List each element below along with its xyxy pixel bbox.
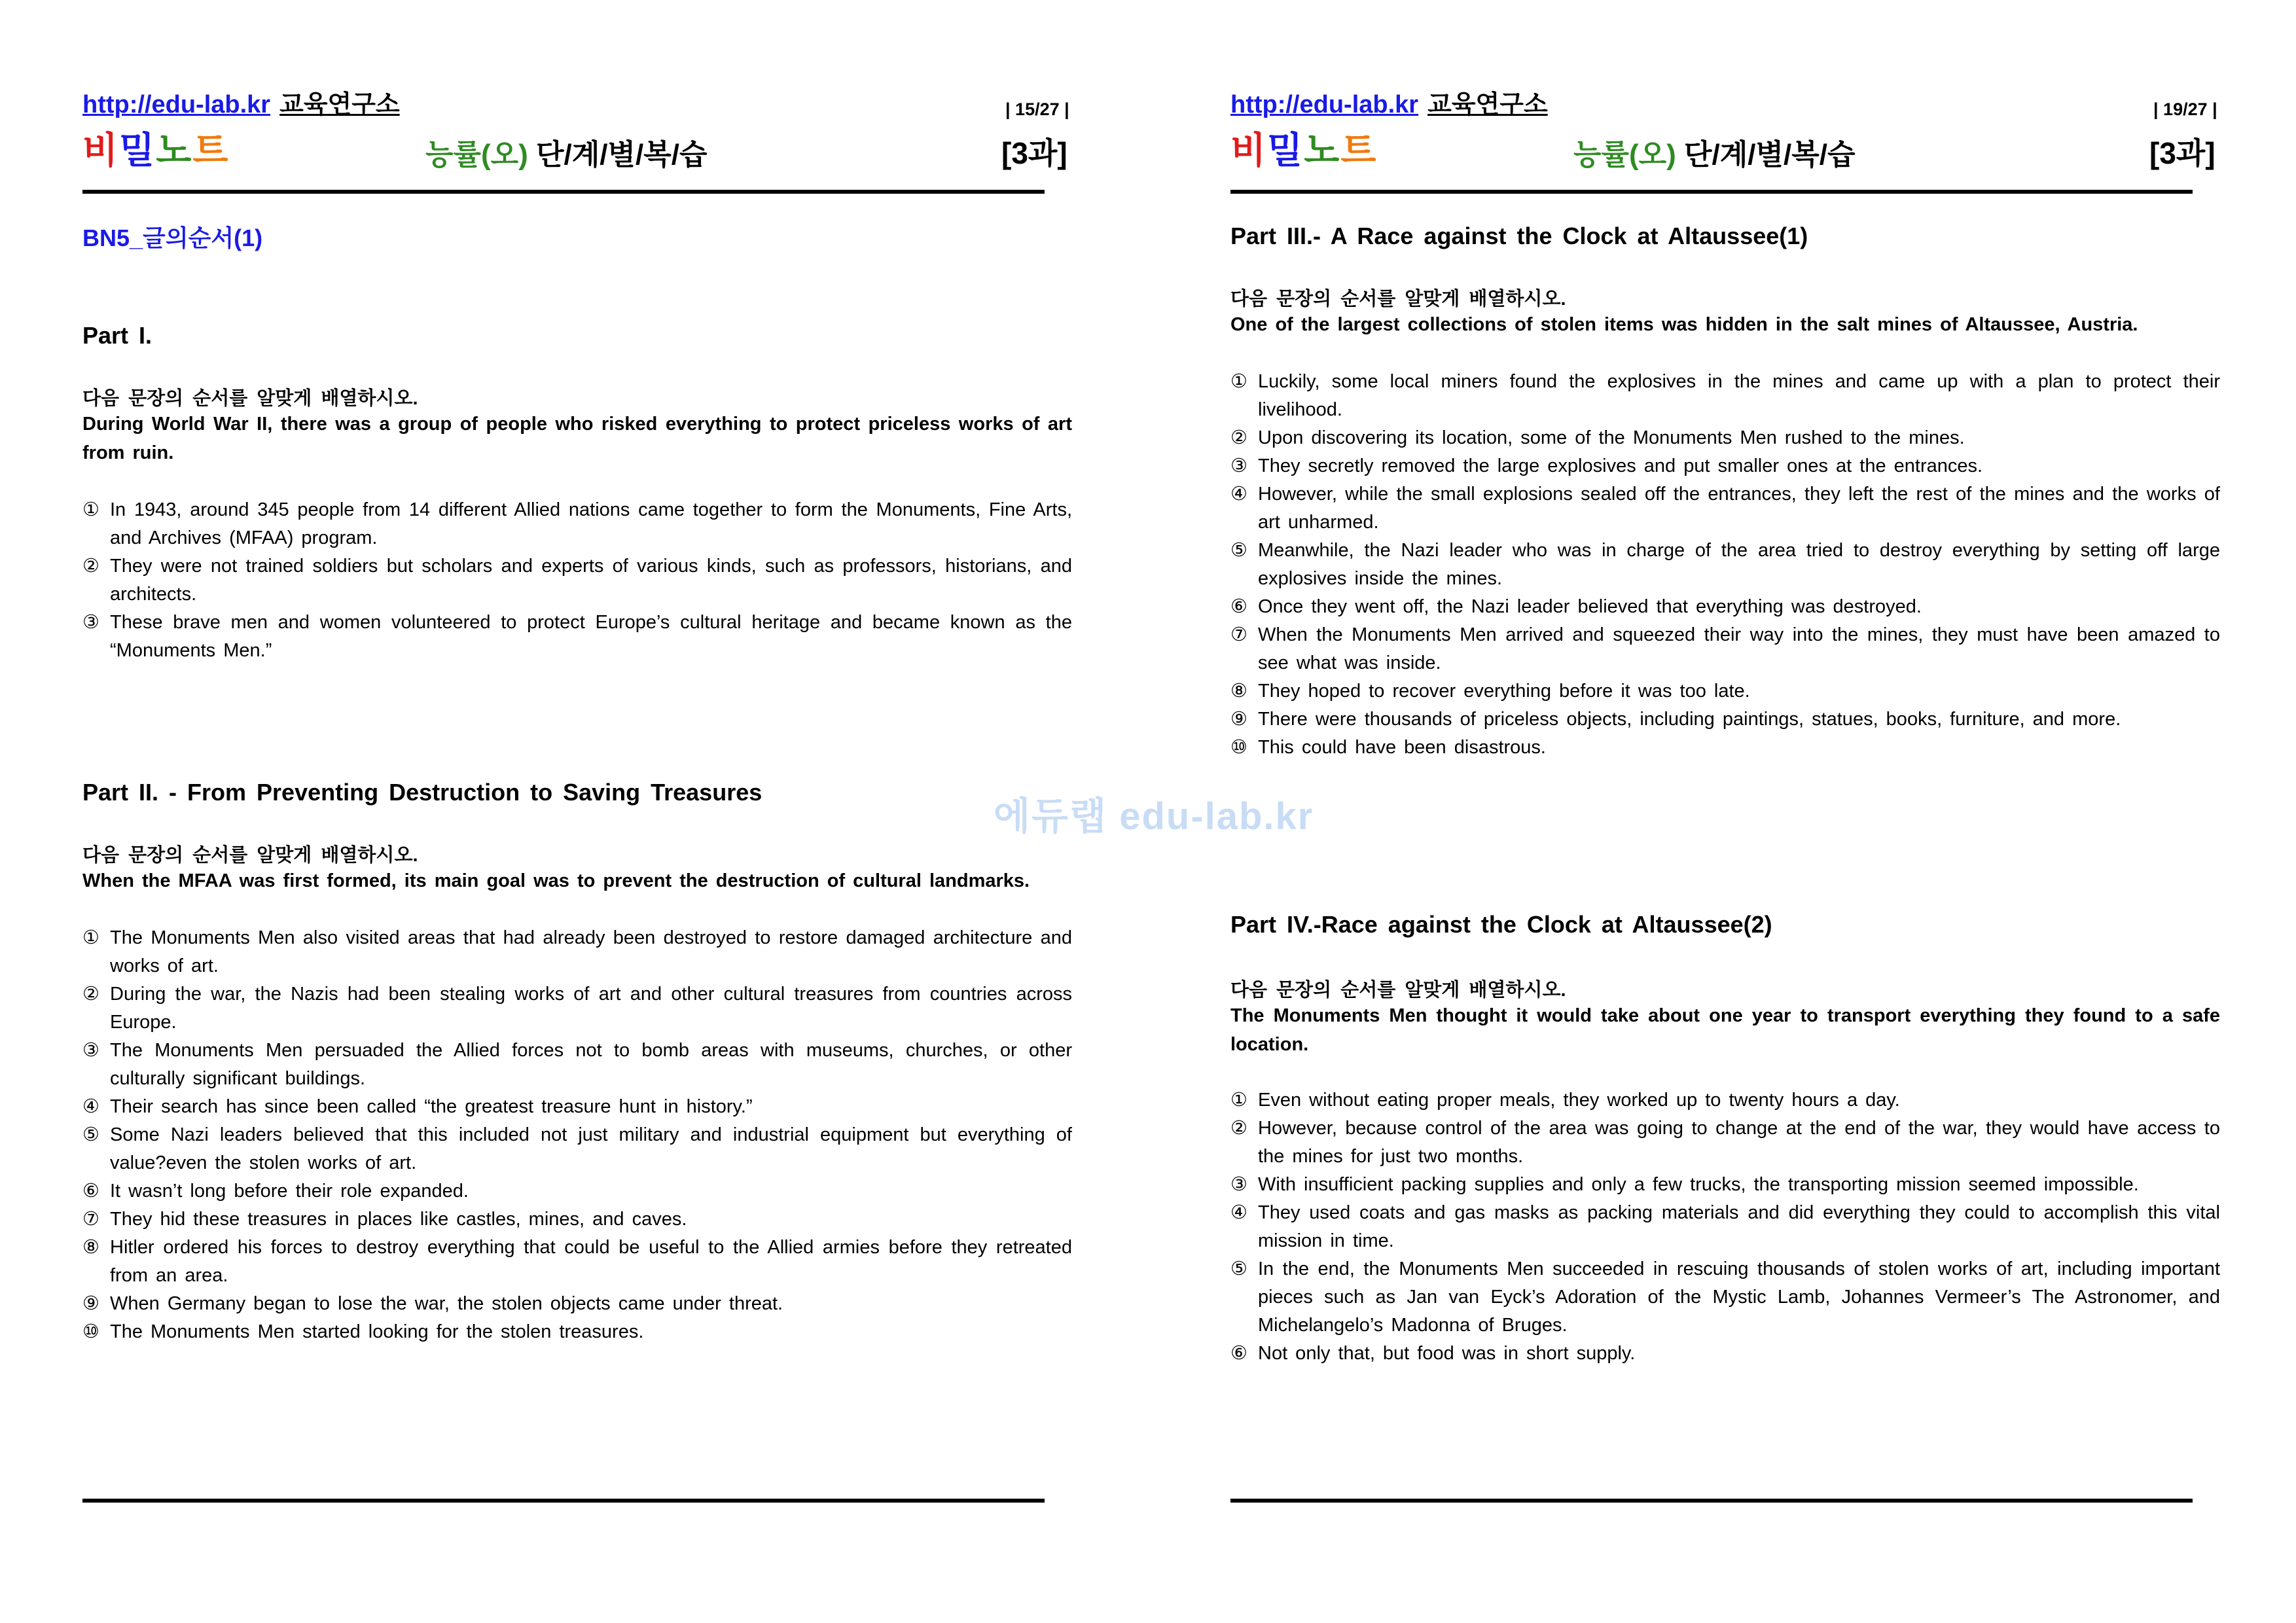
- sentence-text: It wasn’t long before their role expanded.: [110, 1181, 469, 1202]
- sentence-number: ④: [82, 1096, 99, 1117]
- sentence-item: [82, 924, 1072, 980]
- sentence-item: [1230, 1255, 2220, 1340]
- sentence-text: In the end, the Monuments Men succeeded in rescuing thousands of stolen works of art, including important pieces such as Jan van Eyck’s Adoration of the Mystic Lamb, Johannes Vermeer’s The Astronomer, and Michelangelo’s Madonna of Bruges.: [1258, 1258, 2220, 1336]
- sentence-number: ②: [82, 984, 99, 1005]
- sentence-item: [82, 1121, 1072, 1177]
- sentence-item: [1230, 734, 2220, 762]
- sentence-item: [82, 1318, 1072, 1346]
- part2-instruction: 다음 문장의 순서를 알맞게 배열하시오.: [82, 845, 418, 866]
- sentence-number: ⑤: [1230, 540, 1247, 561]
- sentence-text: When Germany began to lose the war, the stolen objects came under threat.: [110, 1293, 783, 1314]
- sentence-text: There were thousands of priceless objects, including paintings, statues, books, furniture, and more.: [1258, 709, 2121, 730]
- sentence-number: ⑥: [1230, 1343, 1247, 1364]
- sentence-item: [1230, 452, 2220, 480]
- sentence-item: [1230, 424, 2220, 452]
- sentence-text: Not only that, but food was in short supply.: [1258, 1343, 1636, 1364]
- sentence-number: ①: [1230, 1090, 1247, 1111]
- right-page: [1230, 0, 2219, 1623]
- sentence-number: ⑨: [82, 1293, 99, 1314]
- sentence-number: ②: [1230, 1118, 1247, 1139]
- page-number: | 15/27 |: [1005, 99, 1069, 119]
- series-steps: 단/계/별/복/습: [1676, 139, 1856, 171]
- sentence-text: Meanwhile, the Nazi leader who was in charge of the area tried to destroy everything by setting off large explosives inside the mines.: [1258, 540, 2220, 589]
- sentence-item: [1230, 368, 2220, 424]
- sentence-text: Upon discovering its location, some of the Monuments Men rushed to the mines.: [1258, 427, 1965, 448]
- part3-lead: One of the largest collections of stolen items was hidden in the salt mines of Altaussee, Austria.: [1230, 314, 2138, 335]
- sentence-item: [1230, 1199, 2220, 1255]
- sentence-number: ④: [1230, 484, 1247, 505]
- sentence-item: [82, 496, 1072, 552]
- sentence-number: ②: [1230, 427, 1247, 448]
- sentence-number: ⑤: [82, 1124, 99, 1145]
- series-title: [1573, 131, 1855, 173]
- sentence-item: [82, 1290, 1072, 1318]
- sentence-item: [1230, 1171, 2220, 1199]
- lesson-label: [3과]: [2149, 136, 2215, 170]
- site-org: 교육연구소: [1427, 91, 1548, 118]
- sentence-item: [1230, 480, 2220, 537]
- brand-char: 밀: [1267, 130, 1304, 171]
- sentence-number: ⑧: [1230, 681, 1247, 702]
- site-url-link[interactable]: http://edu-lab.kr: [82, 91, 271, 118]
- sentence-number: ④: [1230, 1202, 1247, 1223]
- header-divider: [82, 190, 1045, 194]
- part3-heading: Part III.- A Race against the Clock at Altaussee(1): [1230, 223, 1808, 249]
- footer-divider: [1230, 1499, 2193, 1503]
- sentence-item: [82, 1093, 1072, 1121]
- series-title: [425, 131, 707, 173]
- sentence-item: [1230, 1115, 2220, 1171]
- series-publisher: 능률(오): [1573, 139, 1676, 171]
- sentence-item: [82, 1037, 1072, 1093]
- sentence-item: [82, 980, 1072, 1037]
- sentence-text: However, because control of the area was going to change at the end of the war, they would have access to the mines for just two months.: [1258, 1118, 2220, 1167]
- sentence-text: Their search has since been called “the greatest treasure hunt in history.”: [110, 1096, 753, 1117]
- sentence-number: ⑩: [1230, 737, 1247, 758]
- sentence-number: ③: [1230, 1174, 1247, 1195]
- sentence-number: ⑩: [82, 1321, 99, 1342]
- sentence-text: These brave men and women volunteered to protect Europe’s cultural heritage and became known as the “Monuments Men.”: [110, 612, 1072, 661]
- part4-sentence-list: [1230, 1086, 2220, 1368]
- part1-heading: Part I.: [82, 322, 152, 349]
- sentence-item: [1230, 621, 2220, 677]
- lesson-label: [3과]: [1001, 136, 1067, 170]
- sentence-text: This could have been disastrous.: [1258, 737, 1546, 758]
- sentence-number: ⑦: [1230, 624, 1247, 645]
- site-org: 교육연구소: [279, 91, 400, 118]
- sentence-text: They used coats and gas masks as packing materials and did everything they could to accomplish this vital mission in time.: [1258, 1202, 2220, 1251]
- sentence-text: They hid these treasures in places like castles, mines, and caves.: [110, 1209, 687, 1230]
- brand-char: 비: [82, 130, 120, 171]
- page-number: | 19/27 |: [2153, 99, 2217, 119]
- sentence-number: ②: [82, 556, 99, 577]
- sentence-number: ⑨: [1230, 709, 1247, 730]
- sentence-text: Hitler ordered his forces to destroy everything that could be useful to the Allied armies before they retreated from an area.: [110, 1237, 1072, 1286]
- part1-sentence-list: [82, 496, 1072, 665]
- part1-lead: During World War II, there was a group of people who risked everything to protect priceless works of art from ruin.: [82, 414, 1072, 463]
- sentence-text: They were not trained soldiers but scholars and experts of various kinds, such as professors, historians, and architects.: [110, 556, 1072, 605]
- sentence-item: [1230, 593, 2220, 621]
- brand-char: 노: [1304, 130, 1341, 171]
- sentence-number: ⑦: [82, 1209, 99, 1230]
- header-divider: [1230, 190, 2193, 194]
- footer-divider: [82, 1499, 1045, 1503]
- sentence-number: ⑧: [82, 1237, 99, 1258]
- sentence-text: Luckily, some local miners found the explosives in the mines and came up with a plan to protect their livelihood.: [1258, 371, 2220, 420]
- brand-title: [1230, 122, 1377, 174]
- sentence-number: ⑥: [1230, 596, 1247, 617]
- sentence-item: [1230, 537, 2220, 593]
- sentence-number: ③: [1230, 455, 1247, 476]
- part2-sentence-list: [82, 924, 1072, 1346]
- sentence-item: [82, 609, 1072, 665]
- sentence-text: When the Monuments Men arrived and squeezed their way into the mines, they must have been amazed to see what was inside.: [1258, 624, 2220, 673]
- part3-sentence-list: [1230, 368, 2220, 762]
- sentence-text: They secretly removed the large explosives and put smaller ones at the entrances.: [1258, 455, 1983, 476]
- sentence-text: However, while the small explosions sealed off the entrances, they left the rest of the mines and the works of art unharmed.: [1258, 484, 2220, 533]
- brand-char: 밀: [119, 130, 156, 171]
- sentence-item: [82, 1234, 1072, 1290]
- sentence-text: In 1943, around 345 people from 14 different Allied nations came together to form the Monuments, Fine Arts, and Archives (MFAA) program.: [110, 499, 1072, 548]
- series-publisher: 능률(오): [425, 139, 528, 171]
- sentence-text: The Monuments Men started looking for the stolen treasures.: [110, 1321, 644, 1342]
- brand-char: 트: [1340, 130, 1378, 171]
- part4-heading: Part IV.-Race against the Clock at Altaussee(2): [1230, 911, 1772, 938]
- sentence-item: [1230, 1086, 2220, 1115]
- sentence-text: With insufficient packing supplies and only a few trucks, the transporting mission seemed impossible.: [1258, 1174, 2139, 1195]
- sentence-number: ①: [82, 927, 99, 948]
- site-header: [1230, 84, 1548, 120]
- sentence-number: ①: [82, 499, 99, 520]
- part2-lead: When the MFAA was first formed, its main goal was to prevent the destruction of cultural landmarks.: [82, 870, 1030, 891]
- part3-instruction: 다음 문장의 순서를 알맞게 배열하시오.: [1230, 289, 1566, 310]
- left-page: [82, 0, 1071, 1623]
- sentence-number: ③: [82, 612, 99, 633]
- sentence-number: ①: [1230, 371, 1247, 392]
- sentence-text: They hoped to recover everything before it was too late.: [1258, 681, 1750, 702]
- sentence-text: During the war, the Nazis had been stealing works of art and other cultural treasures from countries across Europe.: [110, 984, 1072, 1033]
- site-header: [82, 84, 400, 120]
- brand-char: 비: [1230, 130, 1268, 171]
- sentence-item: [1230, 1340, 2220, 1368]
- part2-heading: Part II. - From Preventing Destruction to Saving Treasures: [82, 779, 762, 806]
- sentence-number: ⑤: [1230, 1258, 1247, 1279]
- sentence-text: Some Nazi leaders believed that this included not just military and industrial equipment but everything of value?even the stolen works of art.: [110, 1124, 1072, 1173]
- series-steps: 단/계/별/복/습: [528, 139, 708, 171]
- site-url-link[interactable]: http://edu-lab.kr: [1230, 91, 1419, 118]
- sentence-number: ③: [82, 1040, 99, 1061]
- brand-char: 노: [156, 130, 193, 171]
- sentence-item: [82, 552, 1072, 609]
- sentence-item: [82, 1177, 1072, 1205]
- part4-instruction: 다음 문장의 순서를 알맞게 배열하시오.: [1230, 980, 1566, 1001]
- sentence-text: The Monuments Men also visited areas that had already been destroyed to restore damaged architecture and works of art.: [110, 927, 1072, 976]
- sentence-item: [1230, 677, 2220, 705]
- brand-title: [82, 122, 229, 174]
- brand-char: 트: [192, 130, 230, 171]
- worksheet-title: BN5_글의순서(1): [82, 224, 263, 251]
- sentence-text: Once they went off, the Nazi leader believed that everything was destroyed.: [1258, 596, 1922, 617]
- sentence-number: ⑥: [82, 1181, 99, 1202]
- sentence-text: Even without eating proper meals, they worked up to twenty hours a day.: [1258, 1090, 1900, 1111]
- sentence-item: [82, 1205, 1072, 1234]
- sentence-text: The Monuments Men persuaded the Allied forces not to bomb areas with museums, churches, or other culturally significant buildings.: [110, 1040, 1072, 1089]
- part4-lead: The Monuments Men thought it would take about one year to transport everything they found to a safe location.: [1230, 1005, 2220, 1055]
- sentence-item: [1230, 705, 2220, 734]
- part1-instruction: 다음 문장의 순서를 알맞게 배열하시오.: [82, 388, 418, 409]
- watermark: 에듀랩 edu-lab.kr: [994, 795, 1314, 838]
